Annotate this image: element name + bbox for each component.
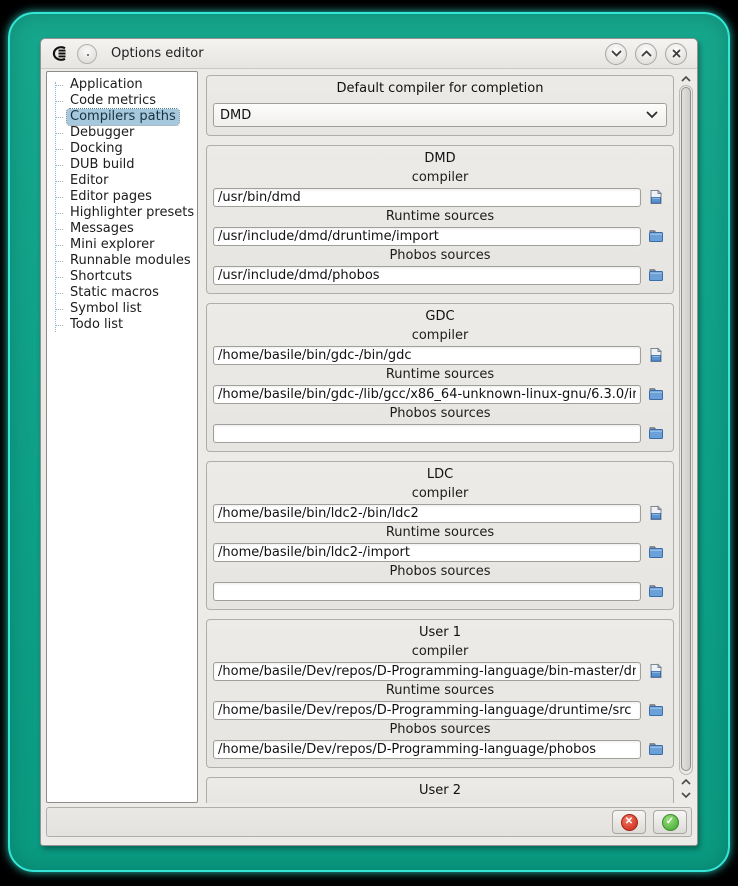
scrollbar-thumb[interactable]	[681, 87, 691, 771]
sidebar-item-symbol-list[interactable]: Symbol list	[47, 301, 195, 317]
window-menu-button[interactable]	[77, 44, 97, 64]
group-user2	[206, 777, 674, 803]
group-title: LDC	[426, 467, 454, 482]
sidebar-item-compilers-paths[interactable]: Compilers paths	[47, 109, 195, 125]
app-logo-icon	[49, 45, 69, 62]
group-title: Default compiler for completion	[336, 81, 544, 96]
dmd-compiler-browse-button[interactable]	[645, 187, 667, 207]
open-file-icon	[648, 505, 664, 521]
scroll-down-button[interactable]	[679, 788, 693, 801]
open-file-icon	[648, 347, 664, 363]
sidebar-item-todo-list[interactable]: Todo list	[47, 317, 195, 333]
user1-runtime-sources-input[interactable]	[213, 701, 641, 720]
group-user1: User 1 compiler /home/basile/Dev/repos/D-Programming-language/bin-master/dmd Runtime sources /home/basile/Dev/repos/D-Programming-language/druntime/src Phobos sources /home/basile/Dev/repos/D-Programming-language/phobos	[206, 619, 674, 768]
group-gdc: GDC compiler /home/basile/bin/gdc-/bin/gdc Runtime sources /home/basile/bin/gdc-/lib/gcc/x86_64-unknown-linux-gnu/6.3.0/include Phobos sources	[206, 303, 674, 452]
gdc-runtime-sources-input[interactable]	[213, 385, 641, 404]
sidebar-item-highlighter-presets[interactable]: Highlighter presets	[47, 205, 195, 221]
titlebar[interactable]	[41, 39, 697, 69]
open-file-icon	[648, 189, 664, 205]
open-folder-icon	[648, 228, 664, 244]
footer-area	[41, 803, 697, 845]
group-title: GDC	[425, 309, 455, 324]
sidebar-item-application[interactable]: Application	[47, 77, 195, 93]
open-file-icon	[648, 663, 664, 679]
chevron-up-icon	[681, 76, 691, 82]
close-icon	[672, 49, 681, 58]
open-folder-icon	[648, 583, 664, 599]
gdc-phobos-browse-button[interactable]	[645, 423, 667, 443]
group-title: User 1	[418, 625, 462, 640]
scroll-up-button-secondary[interactable]	[679, 775, 693, 788]
sidebar-item-shortcuts[interactable]: Shortcuts	[47, 269, 195, 285]
accept-check-icon: ✓	[662, 814, 679, 831]
dmd-phobos-sources-input[interactable]	[213, 266, 641, 285]
dmd-compiler-input[interactable]	[213, 188, 641, 207]
selected-compiler: DMD	[220, 107, 252, 123]
open-folder-icon	[648, 267, 664, 283]
minimize-button[interactable]	[605, 43, 627, 65]
scrollbar-track[interactable]	[679, 85, 693, 775]
user1-compiler-input[interactable]	[213, 662, 641, 681]
sidebar-item-editor-pages[interactable]: Editor pages	[47, 189, 195, 205]
gdc-compiler-browse-button[interactable]	[645, 345, 667, 365]
options-editor-window	[40, 38, 698, 846]
user1-runtime-browse-button[interactable]	[645, 700, 667, 720]
sidebar-item-mini-explorer[interactable]: Mini explorer	[47, 237, 195, 253]
sidebar-item-runnable-modules[interactable]: Runnable modules	[47, 253, 195, 269]
user1-phobos-sources-input[interactable]	[213, 740, 641, 759]
sidebar-item-editor[interactable]: Editor	[47, 173, 195, 189]
dmd-runtime-sources-input[interactable]	[213, 227, 641, 246]
user1-phobos-browse-button[interactable]	[645, 739, 667, 759]
dmd-phobos-browse-button[interactable]	[645, 265, 667, 285]
gdc-phobos-sources-input[interactable]	[213, 424, 641, 443]
cancel-button[interactable]	[612, 810, 646, 834]
chevron-up-icon	[641, 50, 652, 57]
chevron-up-icon	[681, 779, 691, 785]
sidebar-item-messages[interactable]: Messages	[47, 221, 195, 237]
chevron-down-icon	[681, 792, 691, 798]
footer-toolbar	[46, 807, 692, 837]
gdc-compiler-input[interactable]	[213, 346, 641, 365]
ldc-runtime-sources-input[interactable]	[213, 543, 641, 562]
ldc-compiler-browse-button[interactable]	[645, 503, 667, 523]
chevron-down-icon	[646, 111, 658, 119]
window-title: Options editor	[111, 46, 204, 61]
sidebar-item-dub-build[interactable]: DUB build	[47, 157, 195, 173]
open-folder-icon	[648, 425, 664, 441]
group-ldc: LDC compiler /home/basile/bin/ldc2-/bin/ldc2 Runtime sources /home/basile/bin/ldc2-/import Phobos sources	[206, 461, 674, 610]
chevron-down-icon	[611, 50, 622, 57]
sidebar-item-debugger[interactable]: Debugger	[47, 125, 195, 141]
dmd-runtime-browse-button[interactable]	[645, 226, 667, 246]
vertical-scrollbar[interactable]	[676, 71, 694, 803]
open-folder-icon	[648, 386, 664, 402]
sidebar-item-code-metrics[interactable]: Code metrics	[47, 93, 195, 109]
open-folder-icon	[648, 544, 664, 560]
accept-button[interactable]	[653, 810, 687, 834]
group-dmd: DMD compiler /usr/bin/dmd Runtime sources /usr/include/dmd/druntime/import Phobos sources /usr/include/dmd/phobos	[206, 145, 674, 294]
category-tree	[46, 71, 198, 803]
group-default-compiler	[206, 75, 674, 136]
group-title: User 2	[418, 783, 462, 798]
open-folder-icon	[648, 741, 664, 757]
maximize-button[interactable]	[635, 43, 657, 65]
gdc-runtime-browse-button[interactable]	[645, 384, 667, 404]
ldc-phobos-browse-button[interactable]	[645, 581, 667, 601]
sidebar-item-docking[interactable]: Docking	[47, 141, 195, 157]
compilers-paths-panel	[204, 71, 676, 803]
main-area	[41, 69, 697, 803]
group-title: DMD	[424, 151, 456, 166]
sidebar-item-static-macros[interactable]: Static macros	[47, 285, 195, 301]
close-button[interactable]	[665, 43, 687, 65]
ldc-runtime-browse-button[interactable]	[645, 542, 667, 562]
scroll-up-button[interactable]	[679, 72, 693, 85]
ldc-phobos-sources-input[interactable]	[213, 582, 641, 601]
default-compiler-select[interactable]	[213, 103, 667, 127]
open-folder-icon	[648, 702, 664, 718]
ldc-compiler-input[interactable]	[213, 504, 641, 523]
user1-compiler-browse-button[interactable]	[645, 661, 667, 681]
cancel-cross-icon: ✕	[621, 814, 638, 831]
